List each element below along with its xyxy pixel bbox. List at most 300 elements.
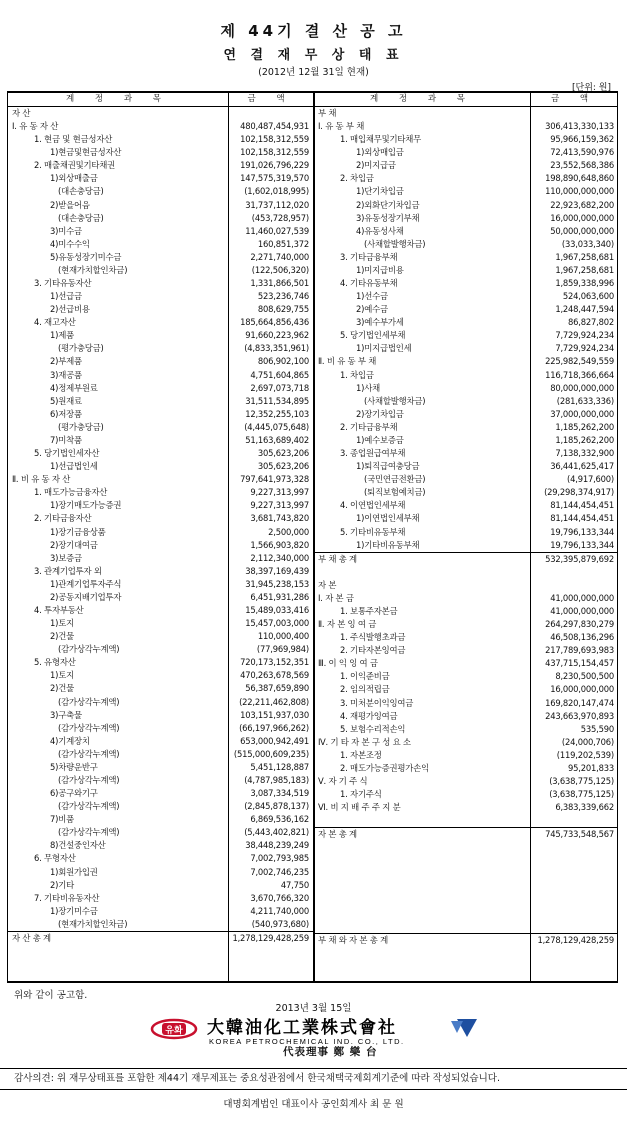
right-item-label: 2. 차입금	[340, 173, 374, 184]
left-item-amount: 160,851,372	[257, 238, 309, 249]
left-item-amount: 1,278,129,428,259	[232, 932, 309, 943]
left-item-label: (감가상각누계액)	[58, 801, 120, 812]
right-item-amount: 243,663,970,893	[545, 710, 614, 721]
left-item-amount: 523,236,746	[257, 291, 309, 302]
right-row	[314, 251, 618, 264]
right-item-label: 3)유동성장기부채	[356, 212, 420, 223]
left-item-label: 3)재공품	[50, 369, 82, 380]
left-item-amount: 9,227,313,997	[250, 487, 309, 498]
company-name-hanja: 大韓油化工業株式會社	[207, 1018, 397, 1038]
left-item-label: 2)건물	[50, 683, 74, 694]
left-item-amount: (4,445,075,648)	[244, 421, 309, 432]
right-item-label: 1)퇴직급여충당금	[356, 461, 420, 472]
right-row	[314, 631, 618, 644]
right-item-amount: 37,000,000,000	[550, 408, 614, 419]
left-item-label: 2. 기타금융자산	[34, 513, 92, 524]
statement-date: (2012년 12월 31일 현재)	[258, 67, 369, 78]
left-item-label: (대손충당금)	[58, 186, 104, 197]
announcement-title: 제 44기 결 산 공 고	[220, 22, 407, 40]
left-row	[8, 408, 313, 421]
right-item-label: 1)예수보증금	[356, 434, 404, 445]
left-row	[8, 460, 313, 473]
right-item-label: 1. 매입채무및기타채무	[340, 134, 422, 145]
left-item-label: 5. 유형자산	[34, 657, 76, 668]
left-item-label: (감가상각누계액)	[58, 827, 120, 838]
left-item-label: (평가충당금)	[58, 421, 104, 432]
right-item-amount: 46,508,136,296	[550, 632, 614, 643]
right-row	[314, 657, 618, 670]
right-row	[314, 697, 618, 710]
left-item-amount: 147,575,319,570	[240, 173, 309, 184]
left-row	[8, 709, 313, 722]
left-item-amount: 3,670,766,320	[250, 892, 309, 903]
left-item-amount: 5,451,128,887	[250, 761, 309, 772]
right-item-amount: 41,000,000,000	[550, 605, 614, 616]
right-item-amount: 110,000,000,000	[545, 186, 614, 197]
left-item-amount: 1,566,903,820	[250, 539, 309, 550]
right-item-label: 1)미지급법인세	[356, 343, 412, 354]
right-row	[314, 512, 618, 525]
right-item-label: Ⅲ. 이 익 잉 여 금	[318, 658, 378, 669]
left-item-label: 7)미착품	[50, 434, 82, 445]
left-row	[8, 905, 313, 918]
right-item-amount: 217,789,693,983	[545, 645, 614, 656]
right-item-amount: 81,144,454,451	[550, 513, 614, 524]
left-row	[8, 748, 313, 761]
left-row	[8, 630, 313, 643]
right-row	[314, 107, 618, 120]
left-item-amount: 15,489,033,416	[245, 604, 309, 615]
left-item-label: 1)토지	[50, 618, 74, 629]
left-row	[8, 172, 313, 185]
left-item-label: (현재가치할인차금)	[58, 264, 128, 275]
right-row	[314, 723, 618, 736]
company-name-english: KOREA PETROCHEMICAL IND. CO., LTD.	[209, 1037, 405, 1046]
left-row	[8, 212, 313, 225]
left-row	[8, 264, 313, 277]
right-item-amount: 19,796,133,344	[550, 526, 614, 537]
left-item-amount: 91,660,223,962	[245, 330, 309, 341]
right-item-label: 1. 자본조정	[340, 749, 382, 760]
right-row	[314, 408, 618, 421]
left-row	[8, 918, 313, 931]
left-item-label: 4)정제부원료	[50, 382, 98, 393]
right-item-amount: (3,638,775,125)	[549, 789, 614, 800]
left-item-amount: 480,487,454,931	[240, 121, 309, 132]
left-row	[8, 499, 313, 512]
left-item-label: (감가상각누계액)	[58, 748, 120, 759]
right-item-amount: (119,202,539)	[556, 749, 614, 760]
audit-opinion: 감사의견: 위 재무상태표를 포함한 제44기 재무제표는 중요성관점에서 한국채택국제회계기준에 따라 작성되었습니다.	[0, 1068, 627, 1090]
left-item-amount: 653,000,942,491	[240, 735, 309, 746]
left-item-label: 2. 매출채권및기타채권	[34, 160, 116, 171]
right-item-label: Ⅴ. 자 기 주 식	[318, 775, 368, 786]
right-item-amount: 306,413,330,133	[545, 121, 614, 132]
left-row	[8, 787, 313, 800]
right-row	[314, 460, 618, 473]
left-item-label: 1)선급법인세	[50, 461, 98, 472]
liabilities-equity-column	[314, 107, 618, 947]
right-row	[314, 434, 618, 447]
right-item-amount: 23,552,568,386	[550, 160, 614, 171]
right-item-label: 1. 자기주식	[340, 789, 382, 800]
left-item-amount: 1,331,866,501	[250, 278, 309, 289]
right-item-amount: 524,063,600	[562, 291, 614, 302]
right-item-label: (사채할발행차금)	[364, 238, 426, 249]
left-row	[8, 813, 313, 826]
left-item-label: 1)제품	[50, 330, 74, 341]
left-item-amount: 56,387,659,890	[245, 683, 309, 694]
right-header-item: 계 정 과 목	[370, 94, 474, 104]
left-item-amount: 9,227,313,997	[250, 500, 309, 511]
right-item-label: (퇴직보험예치금)	[364, 487, 426, 498]
left-item-amount: 6,451,931,286	[250, 591, 309, 602]
left-item-label: (감가상각누계액)	[58, 644, 120, 655]
right-row	[314, 920, 618, 933]
left-item-amount: (5,443,402,821)	[244, 827, 309, 838]
left-row	[8, 826, 313, 839]
right-item-amount: 86,827,802	[568, 317, 614, 328]
right-item-amount: 7,729,924,234	[555, 330, 614, 341]
left-item-label: 1. 매도가능금융자산	[34, 487, 108, 498]
right-item-label: 3. 종업원급여부채	[340, 448, 406, 459]
right-item-label: 1)기타비유동부채	[356, 539, 420, 550]
left-item-label: 6. 무형자산	[34, 853, 76, 864]
right-item-amount: 6,383,339,662	[555, 802, 614, 813]
left-row	[8, 604, 313, 617]
left-item-label: 2)부제품	[50, 356, 82, 367]
left-row	[8, 800, 313, 813]
right-row	[314, 238, 618, 251]
left-item-label: 7. 기타비유동자산	[34, 892, 100, 903]
left-row	[8, 107, 313, 120]
left-row	[8, 447, 313, 460]
right-row	[314, 933, 618, 947]
right-item-amount: 532,395,879,692	[545, 553, 614, 564]
left-item-label: 5)유동성장기미수금	[50, 251, 122, 262]
left-item-amount: 797,641,973,328	[240, 474, 309, 485]
right-row	[314, 566, 618, 579]
right-item-amount: 198,890,648,860	[545, 173, 614, 184]
left-row	[8, 735, 313, 748]
right-item-amount: 8,230,500,500	[555, 671, 614, 682]
left-item-amount: 47,750	[280, 879, 309, 890]
left-item-label: 자 산 총 계	[12, 932, 51, 943]
right-row	[314, 683, 618, 696]
left-item-amount: (4,833,351,961)	[244, 343, 309, 354]
right-row	[314, 185, 618, 198]
left-item-amount: 110,000,400	[257, 631, 309, 642]
right-item-amount: 95,201,833	[568, 762, 614, 773]
assets-column	[8, 107, 313, 945]
left-item-amount: (22,211,462,808)	[239, 696, 309, 707]
left-item-amount: 305,623,206	[257, 461, 309, 472]
left-row	[8, 277, 313, 290]
left-row	[8, 617, 313, 630]
right-row	[314, 526, 618, 539]
left-item-label: (감가상각누계액)	[58, 696, 120, 707]
right-row	[314, 814, 618, 827]
right-item-label: 1)외상매입금	[356, 147, 404, 158]
right-row	[314, 473, 618, 486]
left-item-amount: (453,728,957)	[251, 212, 309, 223]
left-item-label: 1)장기미수금	[50, 905, 98, 916]
left-item-amount: 806,902,100	[257, 356, 309, 367]
left-row	[8, 159, 313, 172]
ceo-name: 代表理事 鄭 樂 台	[283, 1046, 378, 1058]
right-item-amount: 36,441,625,417	[550, 461, 614, 472]
left-item-amount: 7,002,793,985	[250, 853, 309, 864]
left-row	[8, 774, 313, 787]
left-row	[8, 866, 313, 879]
left-row	[8, 879, 313, 892]
right-item-amount: 437,715,154,457	[545, 658, 614, 669]
left-item-label: 1)선급금	[50, 291, 82, 302]
left-row	[8, 682, 313, 695]
left-item-amount: 191,026,796,229	[240, 160, 309, 171]
right-row	[314, 762, 618, 775]
left-item-amount: 470,263,678,569	[240, 670, 309, 681]
left-item-amount: (515,000,609,235)	[233, 748, 309, 759]
right-item-amount: 41,000,000,000	[550, 592, 614, 603]
right-item-label: 4)유동성사채	[356, 225, 404, 236]
right-item-label: 2. 기타금융부채	[340, 421, 398, 432]
statement-title: 연 결 재 무 상 태 표	[223, 48, 404, 63]
right-item-label: 5. 보험수리적손익	[340, 723, 406, 734]
left-item-amount: 12,352,255,103	[245, 408, 309, 419]
left-item-label: 6)저장품	[50, 408, 82, 419]
left-item-label: 자 산	[12, 108, 31, 118]
left-item-amount: 102,158,312,559	[240, 134, 309, 145]
right-item-amount: 116,718,366,664	[545, 369, 614, 380]
right-row	[314, 225, 618, 238]
left-item-amount: (4,787,985,183)	[244, 774, 309, 785]
right-row	[314, 749, 618, 762]
right-row	[314, 868, 618, 881]
left-row	[8, 434, 313, 447]
left-item-label: 2)공동지배기업투자	[50, 591, 122, 602]
left-item-label: 5)차량운반구	[50, 761, 98, 772]
right-item-amount: (33,033,340)	[561, 238, 614, 249]
unit-label: [단위: 원]	[572, 83, 611, 93]
left-item-label: 3)구축물	[50, 709, 82, 720]
left-row	[8, 512, 313, 525]
left-item-amount: 2,500,000	[268, 526, 309, 537]
left-row	[8, 185, 313, 198]
left-row	[8, 225, 313, 238]
right-row	[314, 395, 618, 408]
right-row	[314, 579, 618, 592]
right-item-amount: 745,733,548,567	[545, 829, 614, 840]
left-item-label: 2)받을어음	[50, 199, 90, 210]
left-header-amount: 금 액	[247, 94, 294, 104]
left-row	[8, 578, 313, 591]
left-item-label: 2)선급비용	[50, 304, 90, 315]
left-row	[8, 369, 313, 382]
right-item-label: (사채할발행차금)	[364, 395, 426, 406]
right-row	[314, 841, 618, 854]
left-row	[8, 591, 313, 604]
right-item-label: 1)선수금	[356, 291, 388, 302]
right-row	[314, 421, 618, 434]
right-row	[314, 736, 618, 749]
right-item-label: 1. 주식발행초과금	[340, 632, 406, 643]
left-item-label: 4. 재고자산	[34, 317, 76, 328]
left-row	[8, 486, 313, 499]
left-row	[8, 251, 313, 264]
right-row	[314, 303, 618, 316]
left-item-label: 1)관계기업투자주식	[50, 578, 122, 589]
right-row	[314, 670, 618, 683]
left-item-label: 3. 관계기업투자 외	[34, 565, 102, 576]
right-item-amount: 1,278,129,428,259	[537, 934, 614, 945]
left-item-label: Ⅰ. 유 동 자 산	[12, 121, 59, 132]
left-item-label: 4)기계장치	[50, 735, 90, 746]
right-item-amount: 50,000,000,000	[550, 225, 614, 236]
left-item-amount: (2,845,878,137)	[244, 801, 309, 812]
left-item-amount: (540,973,680)	[251, 918, 309, 929]
left-row	[8, 238, 313, 251]
right-item-amount: (3,638,775,125)	[549, 775, 614, 786]
right-row	[314, 486, 618, 499]
right-row	[314, 894, 618, 907]
right-item-amount: 535,590	[580, 723, 614, 734]
left-item-label: 5. 당기법인세자산	[34, 448, 100, 459]
right-item-label: 2. 기타자본잉여금	[340, 645, 406, 656]
left-item-label: (감가상각누계액)	[58, 722, 120, 733]
right-item-label: 부 채	[318, 108, 337, 118]
left-item-label: 2)장기대여금	[50, 539, 98, 550]
right-row	[314, 552, 618, 566]
right-item-amount: 80,000,000,000	[550, 382, 614, 393]
right-item-label: 5. 당기법인세부채	[340, 330, 406, 341]
right-item-amount: 7,138,332,900	[555, 448, 614, 459]
right-item-amount: 81,144,454,451	[550, 500, 614, 511]
left-item-amount: 4,751,604,865	[250, 369, 309, 380]
left-item-amount: 6,869,536,162	[250, 814, 309, 825]
left-item-amount: 720,173,152,351	[240, 657, 309, 668]
left-item-amount: (122,506,320)	[251, 264, 309, 275]
left-row	[8, 539, 313, 552]
left-row	[8, 146, 313, 159]
left-item-label: (감가상각누계액)	[58, 774, 120, 785]
left-row	[8, 669, 313, 682]
right-item-label: 5. 기타비유동부채	[340, 526, 406, 537]
announcement-note: 위와 같이 공고함.	[14, 990, 88, 1001]
left-item-label: (평가충당금)	[58, 343, 104, 354]
right-item-amount: (4,917,600)	[567, 474, 614, 485]
right-item-amount: 22,923,682,200	[550, 199, 614, 210]
left-item-label: (대손충당금)	[58, 212, 104, 223]
right-item-amount: 169,820,147,474	[545, 697, 614, 708]
left-row	[8, 303, 313, 316]
left-row	[8, 382, 313, 395]
right-item-label: 1. 차입금	[340, 369, 374, 380]
left-row	[8, 696, 313, 709]
right-item-label: Ⅵ. 비 지 배 주 주 지 분	[318, 802, 401, 813]
left-row	[8, 395, 313, 408]
right-row	[314, 618, 618, 631]
left-row	[8, 565, 313, 578]
right-row	[314, 605, 618, 618]
right-item-label: 1)이연법인세부채	[356, 513, 420, 524]
right-item-amount: 19,796,133,344	[550, 539, 614, 550]
left-item-label: 6)공구와기구	[50, 788, 98, 799]
left-item-amount: 3,681,743,820	[250, 513, 309, 524]
right-item-amount: 225,982,549,559	[545, 356, 614, 367]
logo-badge-text: 유화	[165, 1026, 183, 1036]
right-item-label: 1)단기차입금	[356, 186, 404, 197]
left-row	[8, 722, 313, 735]
right-item-label: 2. 임의적립금	[340, 684, 390, 695]
left-item-label: 4)미수수익	[50, 238, 90, 249]
right-item-amount: 1,859,338,996	[555, 278, 614, 289]
left-item-amount: 102,158,312,559	[240, 147, 309, 158]
left-item-label: 1)장기매도가능증권	[50, 500, 122, 511]
right-row	[314, 499, 618, 512]
right-item-amount: (281,633,336)	[556, 395, 614, 406]
left-item-label: 3)미수금	[50, 225, 82, 236]
right-item-label: 2)외화단기차입금	[356, 199, 420, 210]
right-item-amount: 1,248,447,594	[555, 304, 614, 315]
right-item-label: (국민연금전환금)	[364, 474, 426, 485]
left-item-label: 7)비품	[50, 814, 74, 825]
left-item-amount: 2,697,073,718	[250, 382, 309, 393]
left-item-amount: 11,460,027,539	[245, 225, 309, 236]
left-item-label: 3)보증금	[50, 552, 82, 563]
right-row	[314, 592, 618, 605]
right-row	[314, 172, 618, 185]
left-row	[8, 892, 313, 905]
right-row	[314, 316, 618, 329]
left-item-amount: 15,457,003,000	[245, 618, 309, 629]
right-item-label: 2)미지급금	[356, 160, 396, 171]
right-row	[314, 382, 618, 395]
right-row	[314, 133, 618, 146]
left-row	[8, 355, 313, 368]
left-item-label: 8)건설중인자산	[50, 840, 106, 851]
right-item-label: 3. 미처분이익잉여금	[340, 697, 414, 708]
right-item-amount: 72,413,590,976	[550, 147, 614, 158]
right-item-label: 2)장기차입금	[356, 408, 404, 419]
right-item-label: 4. 기타유동부채	[340, 278, 398, 289]
left-row	[8, 931, 313, 945]
right-item-label: 2)예수금	[356, 304, 388, 315]
left-item-label: 4. 투자부동산	[34, 604, 84, 615]
left-item-label: 1. 현금 및 현금성자산	[34, 134, 113, 145]
left-row	[8, 643, 313, 656]
left-item-label: (현재가치할인차금)	[58, 918, 128, 929]
left-item-amount: 31,737,112,020	[245, 199, 309, 210]
auditor-name: 대명회계법인 대표이사 공인회계사 최 문 원	[223, 1099, 404, 1110]
left-item-label: 1)장기금융상품	[50, 526, 106, 537]
right-item-amount: 1,967,258,681	[555, 251, 614, 262]
right-row	[314, 199, 618, 212]
left-row	[8, 526, 313, 539]
right-item-amount: 16,000,000,000	[550, 212, 614, 223]
right-item-label: 자 본	[318, 579, 337, 590]
left-row	[8, 473, 313, 486]
left-item-amount: 103,151,937,030	[240, 709, 309, 720]
right-item-label: 3)예수부가세	[356, 317, 404, 328]
right-item-label: Ⅰ. 유 동 부 채	[318, 121, 365, 132]
left-row	[8, 316, 313, 329]
left-row	[8, 342, 313, 355]
right-row	[314, 277, 618, 290]
left-item-amount: 31,945,238,153	[245, 578, 309, 589]
right-row	[314, 290, 618, 303]
right-row	[314, 539, 618, 552]
